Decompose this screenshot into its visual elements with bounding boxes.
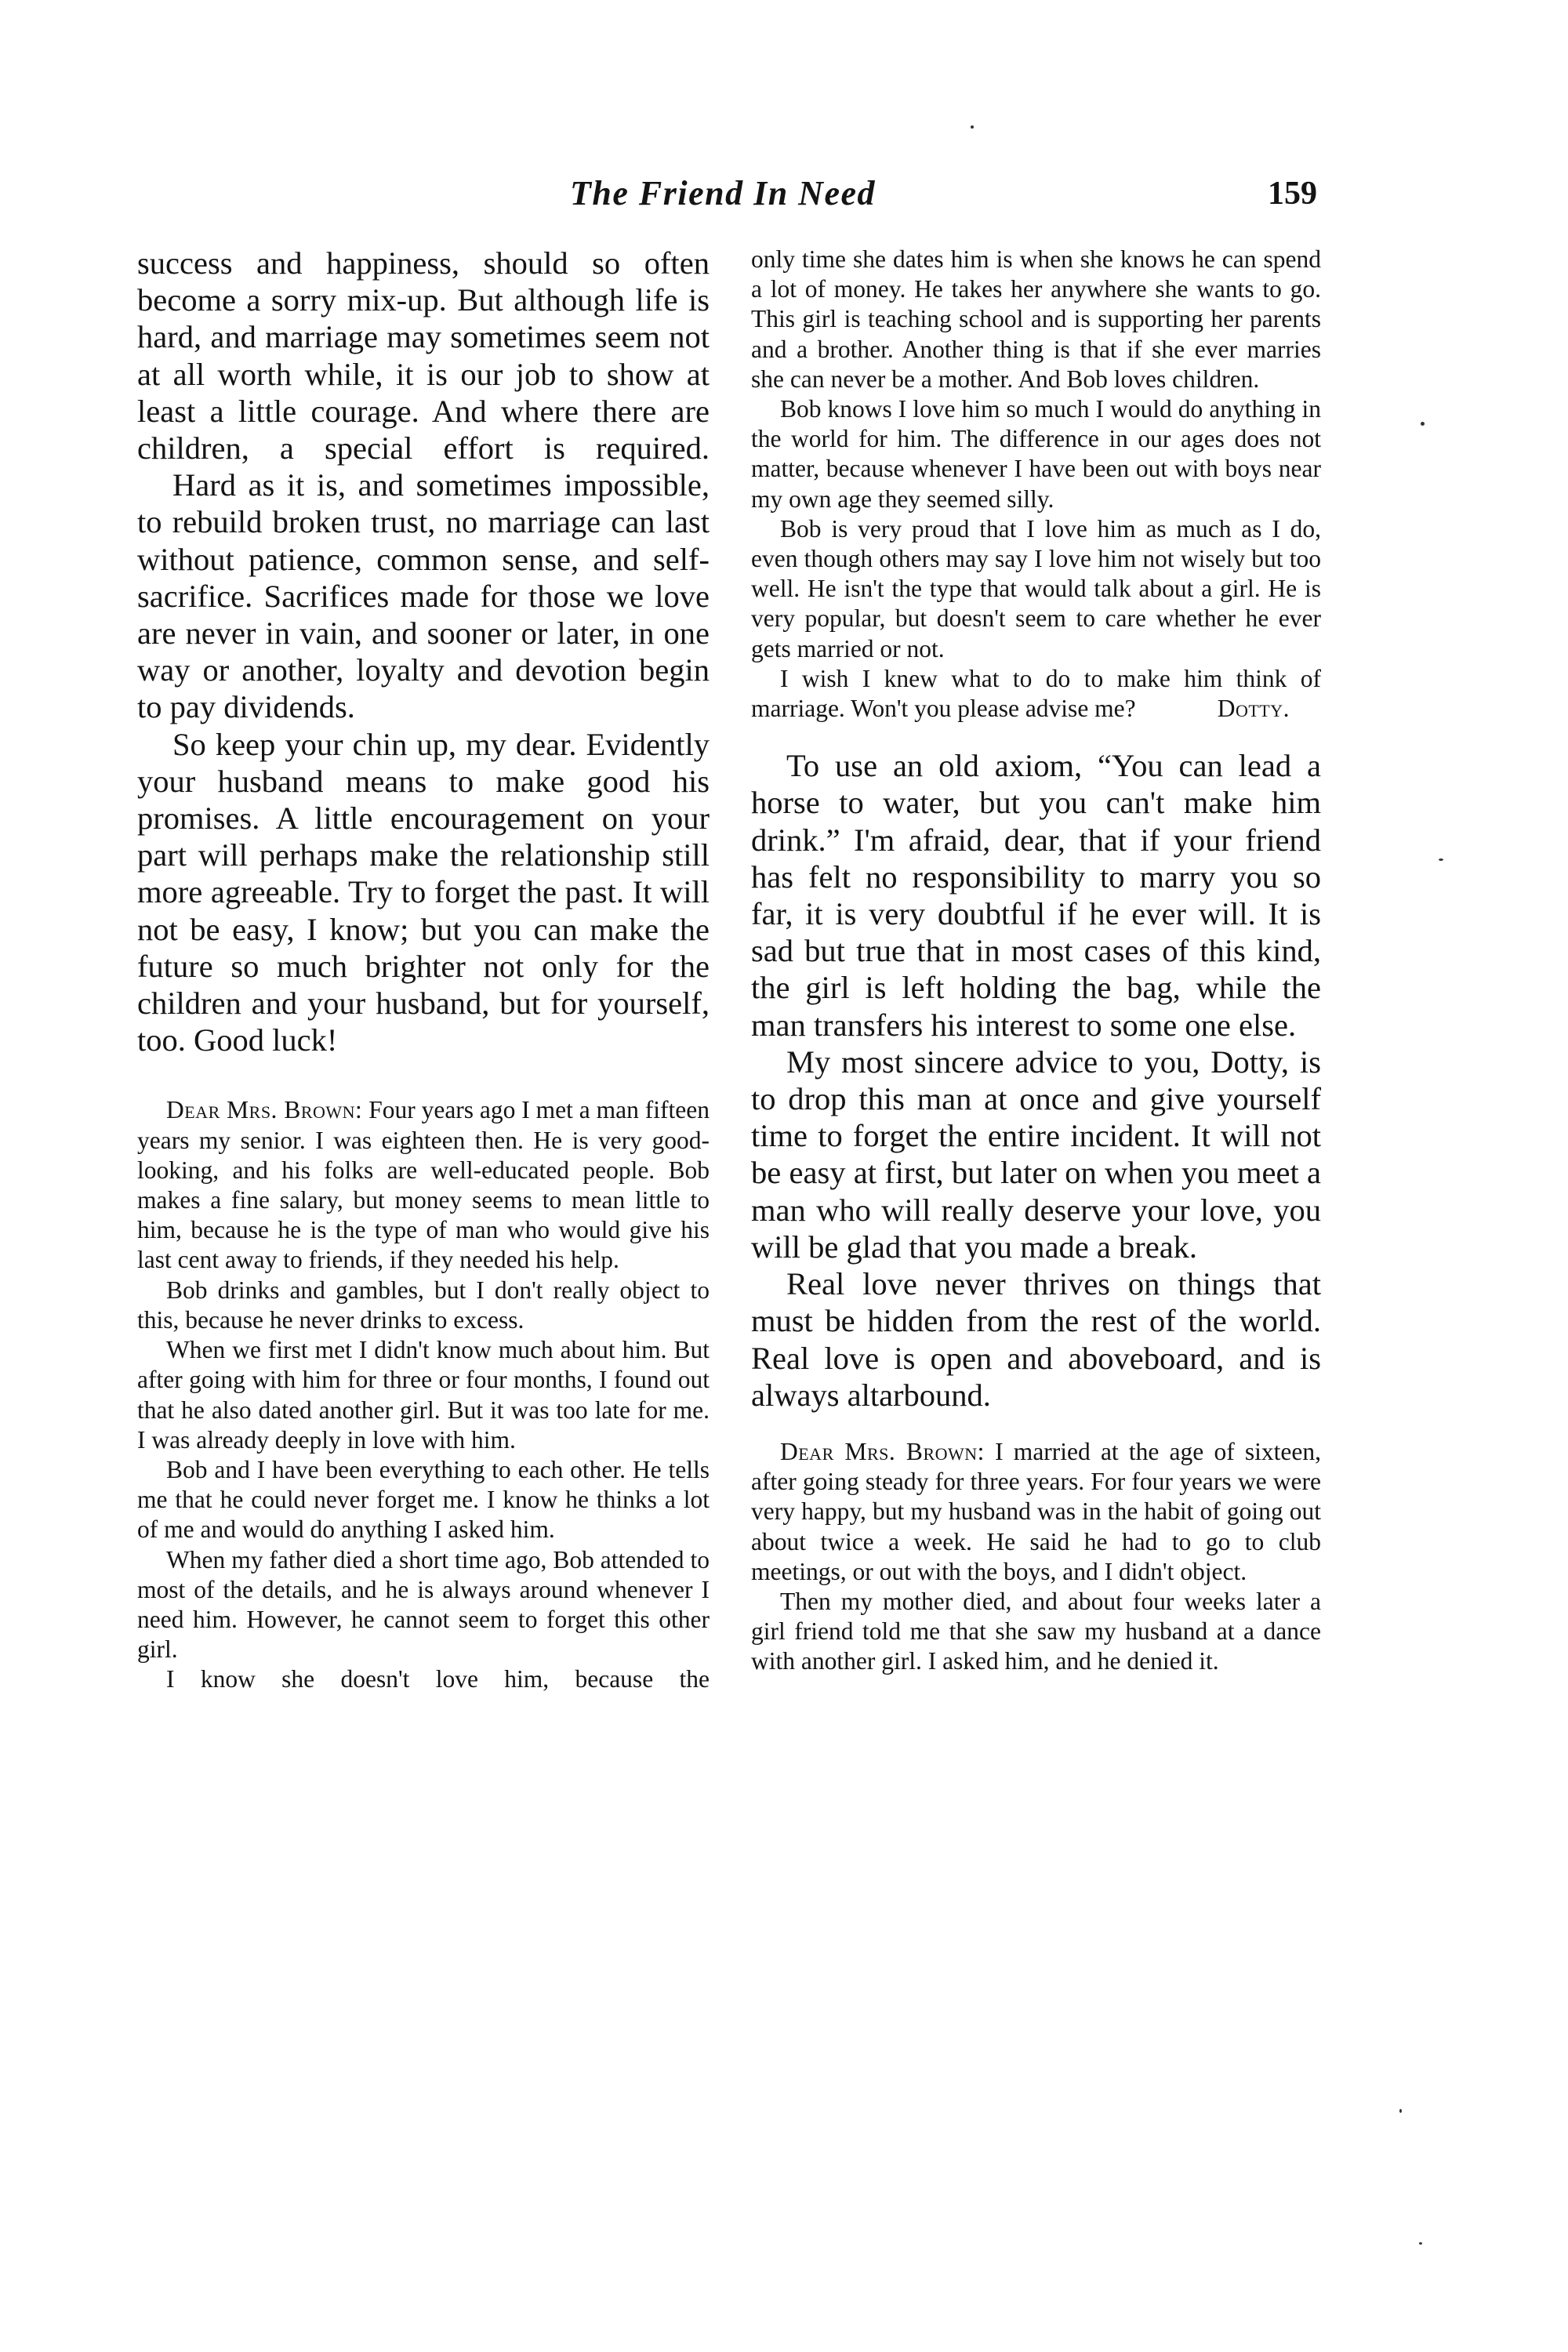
letter-paragraph (137, 1095, 710, 1275)
left-column (137, 245, 710, 1695)
letter-paragraph: only time she dates him is when she knows he can spend a lot of money. He takes her anywhere she wants to go. This girl is teaching school and is supporting her parents and a brother. Another thing is that if she ever marries she can never be a mother. And Bob loves children. (751, 245, 1321, 393)
section-spacer (751, 1414, 1321, 1437)
letter-paragraph: When we first met I didn't know much about him. But after going with him for three or four months, I found out that he also dated another girl. But it was too late for me. I was already deeply in love with him. (137, 1336, 710, 1454)
reader-letter (751, 1437, 1321, 1677)
letter-paragraph: When my father died a short time ago, Bob attended to most of the details, and he is always around whenever I need him. However, he cannot seem to forget this other girl. (137, 1545, 710, 1664)
letter-text: I married at the age of sixteen, after going steady for three years. For four years we were very happy, but my husband was in the habit of going out about twice a week. He said he had to go to club meetings, or out with the boys, and I didn't object. (751, 1437, 1322, 1585)
letter-text: I wish I knew what to do to make him think of marriage. Won't you please advise me? (751, 664, 1321, 723)
letter-paragraph (751, 664, 1321, 724)
letter-paragraph: I know she doesn't love him, because the (166, 1665, 710, 1693)
reader-letter (137, 1095, 710, 1694)
scan-speck (1439, 858, 1443, 861)
reader-letter-continuation (751, 245, 1321, 724)
answer-paragraph: My most sincere advice to you, Dotty, is to drop this man at once and give yourself time to forget the entire incident. It will not be easy at first, but later on when you meet a man who will really deserve your love, you will be glad that you made a break. (751, 1044, 1321, 1265)
scan-speck (1421, 422, 1425, 426)
letter-signature: Dotty. (1217, 695, 1290, 723)
answer-paragraph: Hard as it is, and sometimes impossible, to rebuild broken trust, no marriage can last without patience, common sense, and self-sacrifice. Sacrifices made for those we love are never in vain, and sooner or later, in one way or another, loyalty and devotion begin to pay dividends. (137, 467, 710, 725)
section-spacer (137, 1058, 710, 1095)
advice-answer-continuation (137, 245, 710, 1058)
letter-paragraph: Bob and I have been everything to each other. He tells me that he could never forget me. I know he thinks a lot of me and would do anything I asked him. (137, 1455, 710, 1544)
running-header (137, 174, 1321, 213)
page-number: 159 (1268, 176, 1317, 212)
section-spacer (751, 724, 1321, 747)
letter-salutation: Dear Mrs. Brown: (166, 1096, 363, 1124)
letter-paragraph: Bob drinks and gambles, but I don't really object to this, because he never drinks to excess. (137, 1276, 710, 1334)
letter-paragraph: Then my mother died, and about four weeks later a girl friend told me that she saw my husband at a dance with another girl. I asked him, and he denied it. (751, 1587, 1321, 1675)
advice-answer (751, 747, 1321, 1414)
answer-paragraph: To use an old axiom, “You can lead a horse to water, but you can't make him drink.” I'm afraid, dear, that if your friend has felt no responsibility to marry you so far, it is very doubtful if he ever will. It is sad but true that in most cases of this kind, the girl is left holding the bag, while the man transfers his interest to some one else. (751, 748, 1321, 1043)
running-title: The Friend In Need (570, 174, 876, 212)
answer-paragraph: success and happiness, should so often become a sorry mix-up. But although life is hard, and marriage may sometimes seem not at all worth while, it is our job to show at least a little courage. And where there are children, a special effort is required. (137, 245, 710, 466)
answer-paragraph: Real love never thrives on things that must be hidden from the rest of the world. Real love is open and aboveboard, and is always altarbound. (751, 1266, 1321, 1413)
answer-paragraph: So keep your chin up, my dear. Evidently your husband means to make good his promises. A little encouragement on your part will perhaps make the relationship still more agreeable. Try to forget the past. It will not be easy, I know; but you can make the future so much brighter not only for the children and your husband, but for yourself, too. Good luck! (137, 726, 710, 1058)
scan-speck (971, 125, 974, 129)
letter-paragraph: Bob knows I love him so much I would do anything in the world for him. The difference in our ages does not matter, because whenever I have been out with boys near my own age they seemed silly. (751, 395, 1321, 513)
scan-speck (1419, 2242, 1422, 2245)
letter-salutation: Dear Mrs. Brown: (780, 1437, 985, 1465)
right-column (751, 245, 1321, 1677)
scan-speck (1399, 2109, 1402, 2113)
letter-paragraph: Bob is very proud that I love him as much as I do, even though others may say I love him not wisely but too well. He isn't the type that would talk about a girl. He is very popular, but doesn't seem to care whether he ever gets married or not. (751, 514, 1321, 662)
letter-paragraph (751, 1437, 1321, 1587)
letter-text: Four years ago I met a man fifteen years my senior. I was eighteen then. He is very good-looking, and his folks are well-educated people. Bob makes a fine salary, but money seems to mean little to him, because he is the type of man who would give his last cent away to friends, if they needed his help. (137, 1096, 710, 1274)
